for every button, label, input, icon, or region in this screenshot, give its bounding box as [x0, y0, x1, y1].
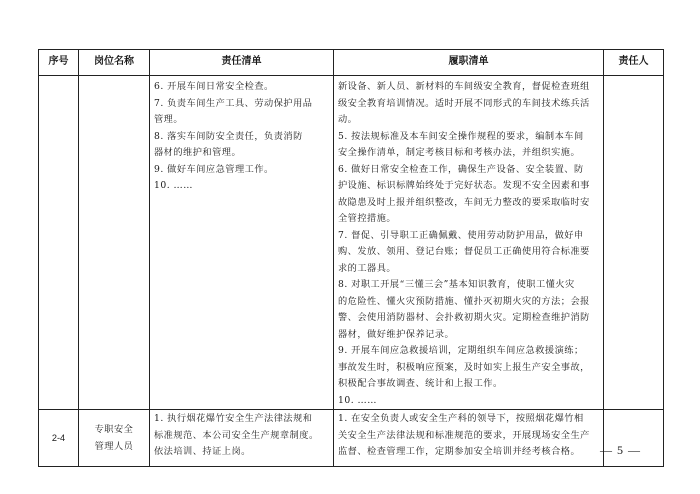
perform-line: 8. 对职工开展“三懂三会”基本知识教育，使职工懂火灾 [338, 279, 575, 290]
perform-line: 监督、检查管理工作，定期参加安全培训并经考核合格。 [338, 446, 581, 457]
seq-cell: 2-4 [39, 410, 79, 467]
seq-cell [39, 76, 79, 410]
perform-line: 9. 开展车间应急救援培训，定期组织车间应急救援演练； [338, 345, 584, 356]
perform-line: 积极配合事故调查、统计和上报工作。 [338, 378, 503, 389]
perform-line: 故隐患及时上报并组织整改，车间无力整改的要采取临时安 [338, 196, 590, 208]
perform-cell [334, 410, 604, 467]
perform-line: 事故发生时，积极响应预案，及时如实上报生产安全事故， [338, 361, 590, 373]
duty-table [38, 49, 664, 467]
perform-line: 的危险性、懂火灾预防措施、懂扑灭初期火灾的方法；会报 [338, 295, 590, 307]
position-line: 管理人员 [94, 440, 134, 452]
perform-line: 动。 [338, 114, 358, 125]
page-number: — 5 — [600, 443, 641, 457]
perform-line: 5. 按法规标准及本车间安全操作规程的要求，编制本车间 [338, 130, 584, 142]
duty-line: 1. 执行烟花爆竹安全生产法律法规和 [154, 413, 313, 424]
table-row [39, 410, 664, 467]
duty-line: 依法培训、持证上岗。 [154, 446, 251, 457]
perform-line: 警、会使用消防器材、会扑救初期火灾。定期检查维护消防 [338, 312, 590, 323]
perform-line: 10. …… [338, 394, 377, 406]
duty-line: 8. 落实车间防安全责任，负责消防 [154, 130, 303, 142]
perform-line: 安全操作清单，制定考核目标和考核办法，并组织实施。 [338, 147, 581, 158]
perform-line: 1. 在安全负责人或安全生产科的领导下，按照烟花爆竹相 [338, 413, 584, 424]
position-line: 专职安全 [94, 424, 134, 435]
header-duty-list: 责任清单 [150, 50, 334, 76]
duty-line: 管理。 [154, 114, 184, 125]
header-perform-list: 履职清单 [334, 50, 604, 76]
header-seq: 序号 [39, 50, 79, 76]
perform-line: 全管控措施。 [338, 213, 397, 224]
duty-line: 7. 负责车间生产工具、劳动保护用品 [154, 97, 313, 109]
table-row [39, 76, 664, 410]
perform-line: 7. 督促、引导职工正确佩戴、使用劳动防护用品，做好申 [338, 229, 584, 241]
duty-line: 器材的维护和管理。 [154, 147, 242, 158]
header-responsible: 责任人 [604, 50, 664, 76]
duty-cell [150, 410, 334, 467]
table-header-row [39, 50, 664, 76]
duty-line: 标准规范、本公司安全生产规章制度。 [154, 429, 319, 441]
header-position: 岗位名称 [79, 50, 150, 76]
perform-line: 购、发放、领用、登记台账；督促员工正确使用符合标准要 [338, 246, 590, 257]
responsible-cell [604, 76, 664, 410]
perform-line: 关安全生产法律法规和标准规范的要求，开展现场安全生产 [338, 429, 590, 441]
perform-line: 护设施、标识标牌始终处于完好状态。发现不安全因素和事 [338, 180, 590, 191]
duty-line: 6. 开展车间日常安全检查。 [154, 81, 274, 92]
duty-line: 9. 做好车间应急管理工作。 [154, 163, 274, 175]
position-cell [79, 76, 150, 410]
duty-cell [150, 76, 334, 410]
perform-line: 求的工器具。 [338, 262, 397, 274]
perform-line: 器材，做好维护保养记录。 [338, 328, 455, 340]
duty-line: 10. …… [154, 180, 193, 191]
position-cell [79, 410, 150, 467]
perform-cell [334, 76, 604, 410]
perform-line: 新设备、新人员、新材料的车间级安全教育，督促检查班组 [338, 81, 590, 92]
perform-line: 级安全教育培训情况。适时开展不同形式的车间技术练兵活 [338, 97, 590, 109]
perform-line: 6. 做好日常安全检查工作，确保生产设备、安全装置、防 [338, 163, 584, 175]
